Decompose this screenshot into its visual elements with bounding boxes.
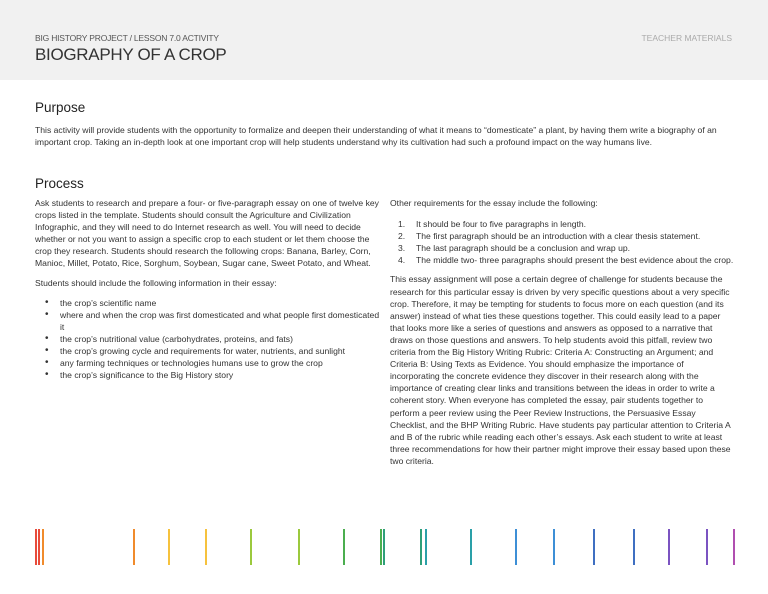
item-number: 3. [398, 243, 406, 254]
decorative-color-bars [0, 529, 768, 565]
purpose-text: This activity will provide students with the opportunity to formalize and deepen their understanding of what it means to “domesticate” a plant, by having them write a biography of an important crop. Taking an in-depth look at one important crop will help students understand why its cultivation had such a profound impact on the way humans live. [35, 125, 717, 148]
list-item: • where and when the crop was first domesticated and what people first domesticated it [35, 309, 380, 333]
color-bar [133, 529, 135, 565]
color-bar [733, 529, 735, 565]
list-item: • the crop’s nutritional value (carbohydrates, proteins, and fats) [35, 333, 380, 345]
color-bar [205, 529, 207, 565]
list-item: • any farming techniques or technologies humans use to grow the crop [35, 357, 380, 369]
color-bar [515, 529, 517, 565]
item-number: 2. [398, 231, 406, 242]
teacher-materials-label: TEACHER MATERIALS [641, 33, 732, 43]
color-bar [38, 529, 40, 565]
item-text: It should be four to five paragraphs in length. [416, 219, 587, 230]
list-item [390, 254, 735, 266]
color-bar [633, 529, 635, 565]
color-bar [250, 529, 252, 565]
challenge-paragraph: This essay assignment will pose a certain degree of challenge for students because the research for this particular essay is driven by very specific questions about a very specific crop. Therefore, it may be tempting for students to focus more on each question (and its answer) instead of what ties these questions together. This could easily lead to a paper that looks more like a series of questions and answers as opposed to a narrative that draws on those questions and answers. To help students avoid this pitfall, review two criteria from the Big History Writing Rubric: Criteria A: Constructing an Argument; and Criteria B: Using Texts as Evidence. You should emphasize the importance of incorporating the concrete evidence they discover in their research along with the importance of creating clear links and transitions between the ideas in order to write a coherent story. When everyone has completed the essay, pair students together to perform a peer review using the Peer Review Instructions, the Persuasive Essay Checklist, and the BHP Writing Rubric. Have students pay particular attention to Criteria A and B of the rubric while reading each other’s essays. Ask each student to write at least three recommendations for how their partner might improve their essay based upon these two criteria. [390, 274, 731, 466]
item-text: The middle two- three paragraphs should present the best evidence about the crop. [416, 255, 734, 266]
include-intro: Students should include the following information in their essay: [35, 277, 277, 288]
purpose-heading: Purpose [35, 100, 86, 115]
item-number: 4. [398, 255, 406, 266]
color-bar [35, 529, 37, 565]
item-text: The last paragraph should be a conclusion and wrap up. [416, 243, 631, 254]
list-item [390, 230, 735, 242]
page-title: BIOGRAPHY OF A CROP [35, 45, 227, 64]
color-bar [168, 529, 170, 565]
process-heading: Process [35, 176, 84, 191]
list-item: • the crop’s scientific name [35, 297, 380, 309]
list-item [390, 242, 735, 254]
list-item [390, 218, 735, 230]
process-intro: Ask students to research and prepare a four- or five-paragraph essay on one of twelve key crops listed in the template. Students should consult the Agriculture and Civilization Infographic, and they will need to do Internet research as well. You will need to decide whether or not you want to assign a specific crop to each student or let them choose the crop they research. Students should research the following crops: Banana, Barley, Corn, Manioc, Millet, Potato, Rice, Sorghum, Soybean, Sugar cane, Sweet Potato, and Wheat. [35, 198, 379, 269]
page-header [0, 0, 768, 80]
item-text: The first paragraph should be an introduction with a clear thesis statement. [416, 231, 701, 242]
color-bar [343, 529, 345, 565]
color-bar [383, 529, 385, 565]
color-bar [298, 529, 300, 565]
color-bar [42, 529, 44, 565]
series-kicker: BIG HISTORY PROJECT / LESSON 7.0 ACTIVITY [35, 33, 219, 43]
list-item: • the crop’s significance to the Big History story [35, 369, 380, 381]
color-bar [668, 529, 670, 565]
process-left-column [35, 197, 380, 381]
color-bar [380, 529, 382, 565]
item-number: 1. [398, 219, 406, 230]
color-bar [470, 529, 472, 565]
list-item: • the crop’s growing cycle and requirements for water, nutrients, and sunlight [35, 345, 380, 357]
color-bar [425, 529, 427, 565]
color-bar [553, 529, 555, 565]
color-bar [706, 529, 708, 565]
process-right-column [390, 197, 735, 467]
color-bar [420, 529, 422, 565]
info-list [35, 297, 380, 382]
requirements-list [390, 218, 735, 266]
other-requirements-intro: Other requirements for the essay include the following: [390, 198, 598, 208]
color-bar [593, 529, 595, 565]
